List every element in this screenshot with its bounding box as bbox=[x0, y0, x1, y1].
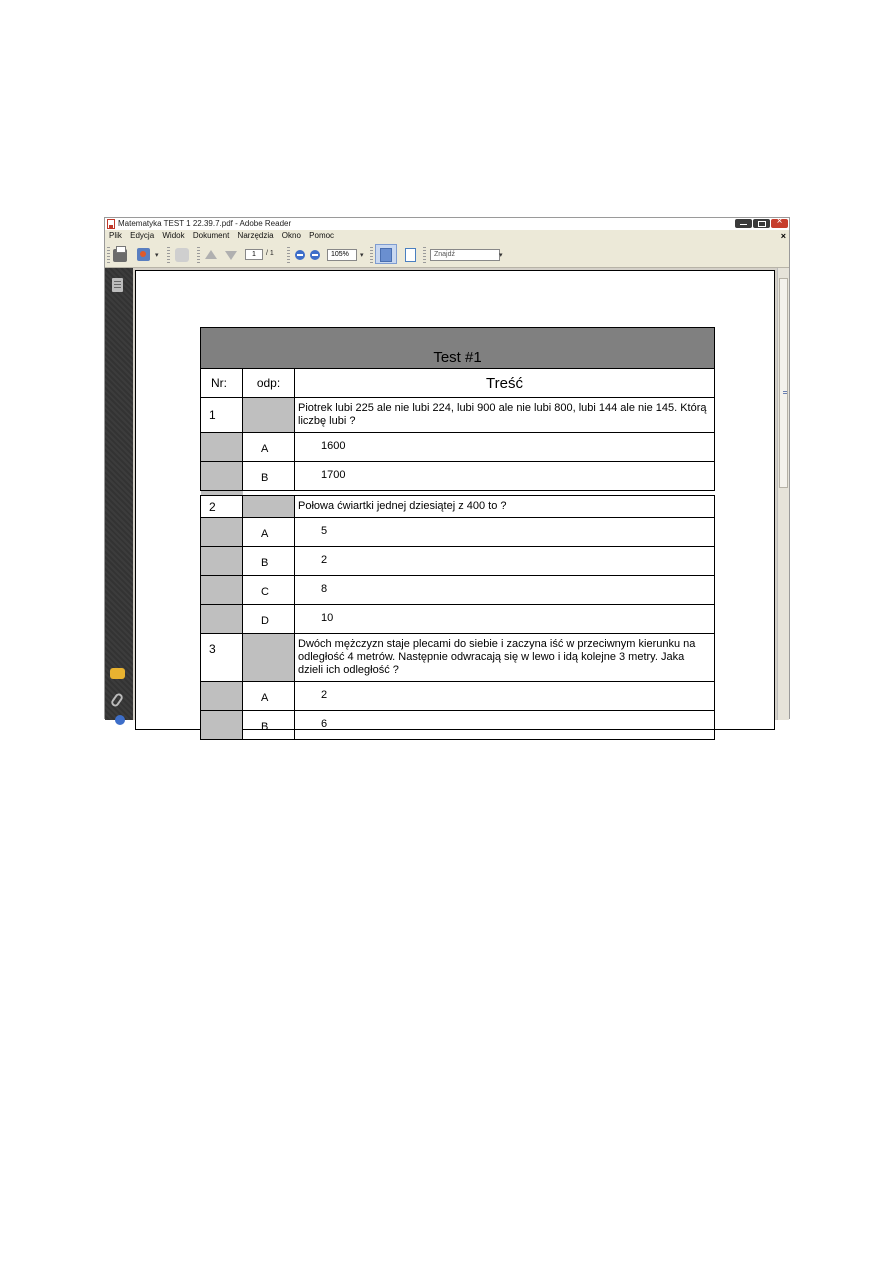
option-value: 2 bbox=[295, 682, 715, 711]
option-letter: B bbox=[243, 547, 295, 576]
menu-edycja[interactable]: Edycja bbox=[130, 231, 155, 240]
option-row bbox=[201, 711, 715, 740]
zoom-level-input[interactable]: 105% bbox=[327, 249, 357, 261]
option-letter: A bbox=[243, 682, 295, 711]
question-row bbox=[201, 496, 715, 518]
menu-narzedzia[interactable]: Narzędzia bbox=[237, 231, 274, 240]
option-row bbox=[201, 518, 715, 547]
header-odp: odp: bbox=[243, 369, 295, 398]
option-value: 2 bbox=[295, 547, 715, 576]
option-blank-cell bbox=[201, 433, 243, 462]
option-letter: B bbox=[243, 711, 295, 740]
comments-icon[interactable] bbox=[110, 668, 125, 679]
printer-icon[interactable] bbox=[113, 249, 127, 262]
question-number: 1 bbox=[201, 398, 243, 433]
signatures-icon[interactable] bbox=[115, 715, 125, 725]
question-number: 2 bbox=[201, 496, 243, 518]
option-row bbox=[201, 462, 715, 491]
zoom-dropdown-icon[interactable]: ▾ bbox=[360, 252, 364, 259]
toolbar-grip[interactable] bbox=[167, 247, 170, 263]
question-text: Połowa ćwiartki jednej dziesiątej z 400 to ? bbox=[295, 496, 715, 518]
share-icon[interactable] bbox=[137, 248, 150, 261]
question-text: Dwóch mężczyzn staje plecami do siebie i zaczyna iść w przeciwnym kierunku na odległość 4 metrów. Następnie odwracają się w lewo i idą kolejne 3 metry. Jaka dzieli ich odległość ? bbox=[295, 634, 715, 682]
toolbar-grip[interactable] bbox=[370, 247, 373, 263]
vertical-scrollbar[interactable] bbox=[777, 268, 789, 720]
toolbar-grip[interactable] bbox=[107, 247, 110, 263]
close-icon[interactable] bbox=[771, 219, 788, 228]
page-count: / 1 bbox=[266, 250, 274, 257]
window-controls bbox=[735, 219, 788, 228]
find-dropdown-icon[interactable]: ▾ bbox=[499, 252, 503, 259]
option-blank-cell bbox=[201, 711, 243, 740]
zoom-in-icon[interactable] bbox=[310, 250, 320, 260]
option-blank-cell bbox=[201, 576, 243, 605]
option-blank-cell bbox=[201, 605, 243, 634]
toolbar bbox=[105, 242, 789, 268]
answer-cell bbox=[243, 398, 295, 433]
answer-cell bbox=[243, 496, 295, 518]
page-number-input[interactable]: 1 bbox=[245, 249, 263, 260]
option-letter: D bbox=[243, 605, 295, 634]
option-blank-cell bbox=[201, 518, 243, 547]
test-table bbox=[200, 327, 715, 740]
option-blank-cell bbox=[201, 547, 243, 576]
scrollbar-grip-icon bbox=[783, 391, 787, 395]
menu-widok[interactable]: Widok bbox=[162, 231, 185, 240]
window-title: Matematyka TEST 1 22.39.7.pdf - Adobe Reader bbox=[118, 219, 292, 228]
option-row bbox=[201, 682, 715, 711]
share-dropdown-icon[interactable]: ▾ bbox=[155, 252, 159, 259]
maximize-icon[interactable] bbox=[753, 219, 770, 228]
menu-plik[interactable]: Plik bbox=[109, 231, 122, 240]
hand-tool-icon[interactable] bbox=[175, 248, 189, 262]
option-blank-cell bbox=[201, 682, 243, 711]
question-number: 3 bbox=[201, 634, 243, 682]
question-row bbox=[201, 398, 715, 433]
menu-dokument[interactable]: Dokument bbox=[192, 231, 230, 240]
option-value: 10 bbox=[295, 605, 715, 634]
option-value: 5 bbox=[295, 518, 715, 547]
test-title: Test #1 bbox=[201, 328, 715, 369]
pages-icon[interactable] bbox=[112, 278, 123, 292]
option-row bbox=[201, 576, 715, 605]
question-row bbox=[201, 634, 715, 682]
option-value: 1600 bbox=[295, 433, 715, 462]
scrollbar-thumb[interactable] bbox=[779, 278, 788, 488]
option-value: 1700 bbox=[295, 462, 715, 491]
option-row bbox=[201, 605, 715, 634]
header-nr: Nr: bbox=[201, 369, 243, 398]
title-bar bbox=[105, 218, 789, 230]
toolbar-grip[interactable] bbox=[423, 247, 426, 263]
toolbar-grip[interactable] bbox=[197, 247, 200, 263]
question-text: Piotrek lubi 225 ale nie lubi 224, lubi 900 ale nie lubi 800, lubi 144 ale nie 145. Którą liczbę lubi ? bbox=[295, 398, 715, 433]
minimize-icon[interactable] bbox=[735, 219, 752, 228]
previous-page-icon[interactable] bbox=[205, 250, 217, 259]
fit-page-icon[interactable] bbox=[380, 248, 392, 262]
menu-bar bbox=[105, 230, 789, 242]
option-value: 8 bbox=[295, 576, 715, 605]
option-letter: B bbox=[243, 462, 295, 491]
option-row bbox=[201, 547, 715, 576]
zoom-out-icon[interactable] bbox=[295, 250, 305, 260]
option-letter: C bbox=[243, 576, 295, 605]
adobe-reader-window bbox=[104, 217, 790, 733]
menu-okno[interactable]: Okno bbox=[281, 231, 301, 240]
find-input[interactable]: Znajdź bbox=[430, 249, 500, 261]
option-value: 6 bbox=[295, 711, 715, 740]
attachments-icon[interactable] bbox=[110, 692, 125, 708]
option-letter: A bbox=[243, 433, 295, 462]
pdf-icon bbox=[107, 219, 115, 229]
menu-pomoc[interactable]: Pomoc bbox=[309, 231, 335, 240]
option-row bbox=[201, 433, 715, 462]
full-screen-icon[interactable] bbox=[405, 248, 416, 262]
option-letter: A bbox=[243, 518, 295, 547]
pdf-page bbox=[135, 270, 775, 733]
toolbar-grip[interactable] bbox=[287, 247, 290, 263]
option-blank-cell bbox=[201, 462, 243, 491]
next-page-icon[interactable] bbox=[225, 251, 237, 260]
navigation-panel bbox=[105, 268, 133, 720]
close-document-button[interactable]: × bbox=[780, 231, 786, 241]
document-view[interactable] bbox=[133, 268, 777, 733]
answer-cell bbox=[243, 634, 295, 682]
header-tresc: Treść bbox=[295, 369, 715, 398]
